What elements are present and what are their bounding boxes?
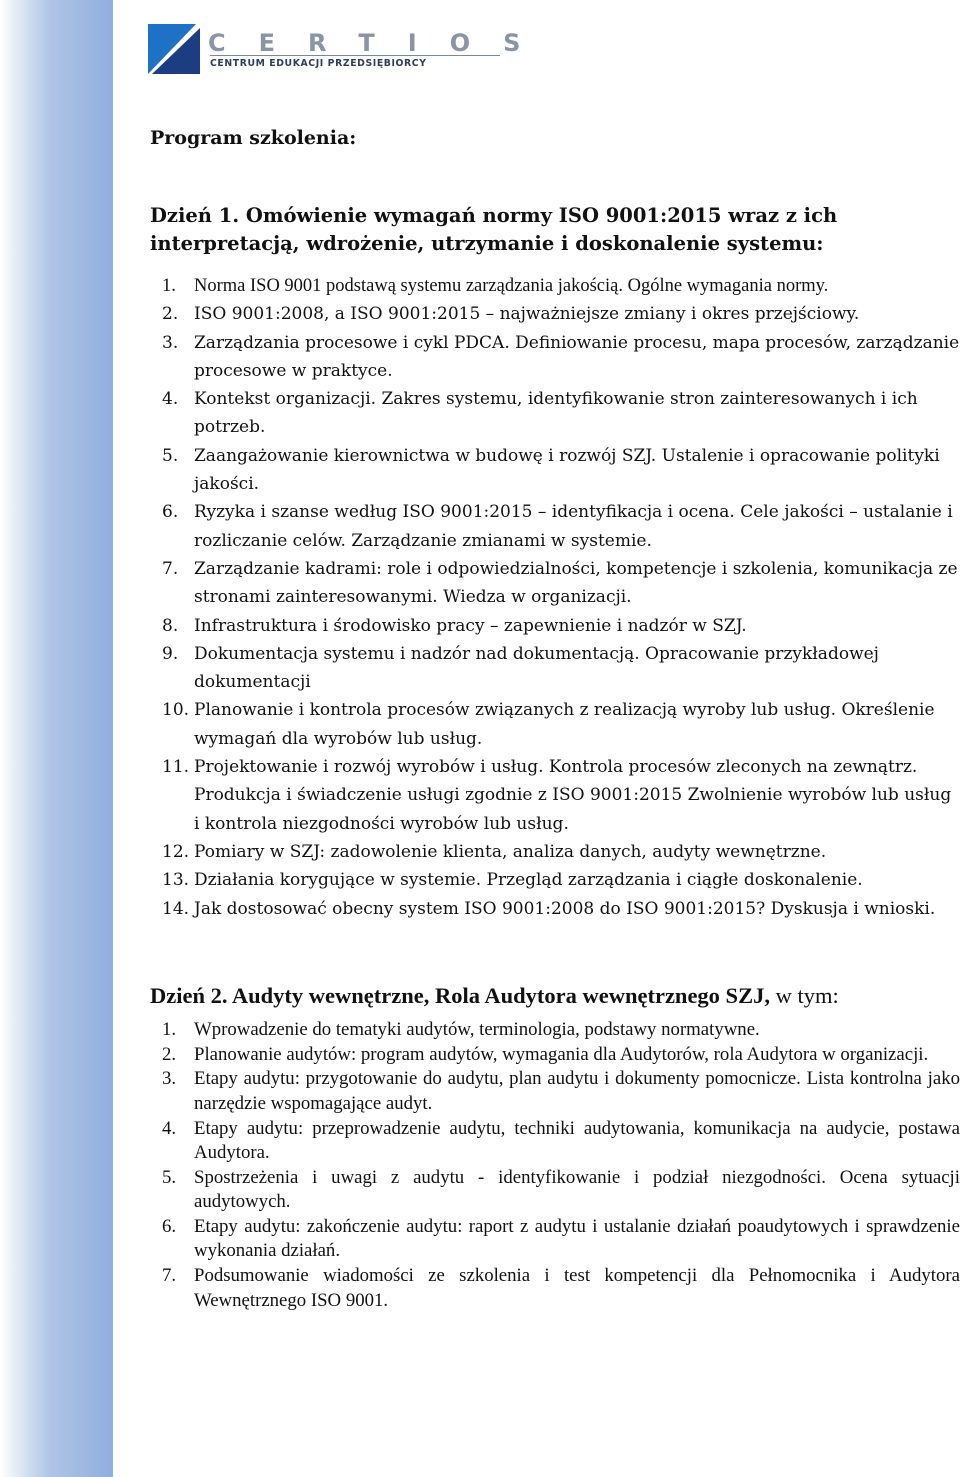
list-item-number: 2. <box>162 304 179 325</box>
list-item-number: 3. <box>162 1068 177 1090</box>
list-item-text: Planowanie audytów: program audytów, wymagania dla Audytorów, rola Audytora w organizacji. <box>194 1043 929 1065</box>
list-item <box>150 895 960 923</box>
list-item-text: Etapy audytu: przygotowanie do audytu, plan audytu i dokumenty pomocnicze. Lista kontrolna jako narzędzie wspomagające audyt. <box>194 1068 960 1114</box>
list-item <box>150 498 960 555</box>
day2-heading <box>150 982 839 1010</box>
list-item <box>150 1215 960 1264</box>
list-item <box>150 838 960 866</box>
list-item-text: Etapy audytu: przeprowadzenie audytu, techniki audytowania, komunikacja na audycie, postawa Audytora. <box>194 1117 960 1164</box>
list-item-text: Zaangażowanie kierownictwa w budowę i rozwój SZJ. Ustalenie i opracowanie polityki jakości. <box>194 445 940 495</box>
list-item <box>150 640 960 697</box>
list-item <box>150 329 960 386</box>
list-item-number: 5. <box>162 1166 177 1188</box>
list-item-number: 7. <box>162 1265 177 1287</box>
list-item-text: Norma ISO 9001 podstawą systemu zarządzania jakością. Ogólne wymagania normy. <box>194 276 829 296</box>
list-item <box>150 612 960 640</box>
certios-logo <box>148 24 554 74</box>
list-item <box>150 385 960 442</box>
list-item <box>150 1067 960 1116</box>
list-item <box>150 1166 960 1215</box>
list-item-number: 1. <box>162 1019 177 1040</box>
list-item-text: Etapy audytu: zakończenie audytu: raport z audytu i ustalanie działań poaudytowych i sprawdzenie wykonania działań. <box>194 1215 960 1262</box>
day2-heading-suffix: w tym: <box>769 983 839 1008</box>
list-item <box>150 696 960 753</box>
list-item-number: 4. <box>162 1117 177 1139</box>
list-item-text: Kontekst organizacji. Zakres systemu, identyfikowanie stron zainteresowanych i ich potrzeb. <box>194 389 918 438</box>
list-item-number: 12. <box>162 841 190 862</box>
list-item-text: Jak dostosować obecny system ISO 9001:2008 do ISO 9001:2015? Dyskusja i wnioski. <box>194 898 936 919</box>
list-item-text: Infrastruktura i środowisko pracy – zapewnienie i nadzór w SZJ. <box>194 615 747 636</box>
day1-list <box>150 272 960 923</box>
logo-mark-icon <box>148 24 200 74</box>
list-item <box>150 555 960 612</box>
list-item <box>150 442 960 499</box>
list-item-number: 14. <box>162 898 190 919</box>
list-item-text: Planowanie i kontrola procesów związanych z realizacją wyroby lub usług. Określenie wymagań dla wyrobów lub usług. <box>194 700 935 749</box>
program-title: Program szkolenia: <box>150 127 357 149</box>
list-item-text: Pomiary w SZJ: zadowolenie klienta, analiza danych, audyty wewnętrzne. <box>194 841 827 862</box>
list-item-number: 6. <box>162 1215 177 1237</box>
day1-heading: Dzień 1. Omówienie wymagań normy ISO 9001:2015 wraz z ich interpretacją, wdrożenie, utrzymanie i doskonalenie systemu: <box>150 204 838 255</box>
list-item <box>150 753 960 838</box>
list-item-text: Działania korygujące w systemie. Przegląd zarządzania i ciągłe doskonalenie. <box>194 870 863 891</box>
list-item-number: 3. <box>162 332 179 353</box>
list-item-text: Zarządzanie kadrami: role i odpowiedzialności, kompetencje i szkolenia, komunikacja ze stronami zainteresowanymi. Wiedza w organizacji. <box>194 558 958 608</box>
list-item-text: Projektowanie i rozwój wyrobów i usług. Kontrola procesów zleconych na zewnątrz. Produkcja i świadczenie usługi zgodnie z ISO 9001:2015 Zwolnienie wyrobów lub usług i kontrola niezgodności wyrobów lub usług. <box>194 757 952 834</box>
logo-subtitle: CENTRUM EDUKACJI PRZEDSIĘBIORCY <box>210 55 500 70</box>
list-item <box>150 272 960 300</box>
list-item-text: Podsumowanie wiadomości ze szkolenia i test kompetencji dla Pełnomocnika i Audytora Wewnętrznego ISO 9001. <box>194 1265 960 1311</box>
list-item <box>150 1117 960 1166</box>
list-item-number: 7. <box>162 558 179 579</box>
list-item-text: Zarządzania procesowe i cykl PDCA. Definiowanie procesu, mapa procesów, zarządzanie procesowe w praktyce. <box>194 332 960 381</box>
list-item <box>150 866 960 894</box>
list-item-text: Wprowadzenie do tematyki audytów, terminologia, podstawy normatywne. <box>194 1019 760 1040</box>
logo-name: CERTIOS <box>208 29 554 57</box>
day2-list <box>150 1018 960 1313</box>
list-item-number: 2. <box>162 1043 177 1065</box>
list-item <box>150 1264 960 1313</box>
list-item-number: 5. <box>162 445 179 466</box>
list-item <box>150 1043 960 1068</box>
day2-heading-bold: Dzień 2. Audyty wewnętrzne, Rola Audytora wewnętrznego SZJ, <box>150 983 770 1008</box>
list-item-text: Dokumentacja systemu i nadzór nad dokumentacją. Opracowanie przykładowej dokumentacji <box>194 643 879 693</box>
list-item-number: 6. <box>162 502 179 523</box>
list-item-number: 1. <box>162 276 176 296</box>
list-item-number: 8. <box>162 615 179 636</box>
list-item-text: ISO 9001:2008, a ISO 9001:2015 – najważniejsze zmiany i okres przejściowy. <box>194 304 860 325</box>
list-item-text: Spostrzeżenia i uwagi z audytu - identyfikowanie i podział niezgodności. Ocena sytuacji audytowych. <box>194 1166 960 1213</box>
list-item-number: 11. <box>162 757 190 778</box>
list-item-number: 13. <box>162 870 190 891</box>
list-item-number: 9. <box>162 643 179 664</box>
list-item-number: 10. <box>162 700 190 721</box>
decorative-sidebar <box>0 0 113 1477</box>
list-item-text: Ryzyka i szanse według ISO 9001:2015 – identyfikacja i ocena. Cele jakości – ustalanie i rozliczanie celów. Zarządzanie zmianami w systemie. <box>194 502 953 551</box>
list-item <box>150 300 960 328</box>
list-item-number: 4. <box>162 389 179 410</box>
list-item <box>150 1018 960 1043</box>
